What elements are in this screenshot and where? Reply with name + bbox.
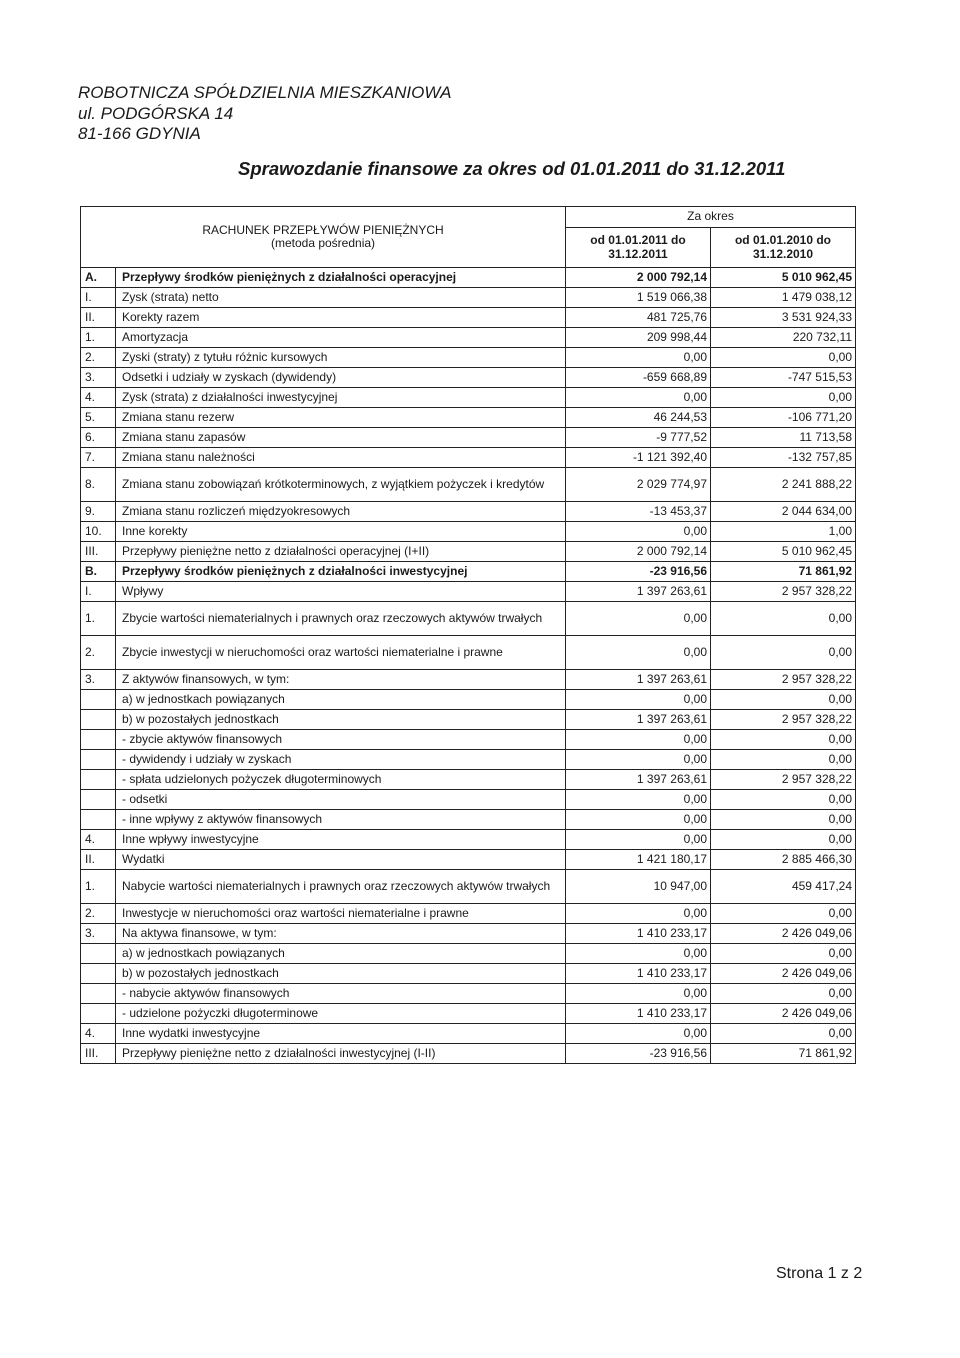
table-row — [81, 388, 856, 408]
row-number: II. — [81, 850, 116, 870]
value-2011: 0,00 — [566, 388, 711, 408]
value-2011: 2 029 774,97 — [566, 468, 711, 502]
table-row — [81, 1024, 856, 1044]
value-2010: 2 957 328,22 — [711, 770, 856, 790]
row-number: III. — [81, 542, 116, 562]
row-label: Zysk (strata) netto — [116, 288, 566, 308]
value-2010: 5 010 962,45 — [711, 268, 856, 288]
row-label: Zyski (straty) z tytułu różnic kursowych — [116, 348, 566, 368]
value-2010: 0,00 — [711, 1024, 856, 1044]
value-2011: 2 000 792,14 — [566, 542, 711, 562]
value-2011: 10 947,00 — [566, 870, 711, 904]
row-number: 3. — [81, 670, 116, 690]
row-label: - spłata udzielonych pożyczek długoterminowych — [116, 770, 566, 790]
table-row — [81, 288, 856, 308]
value-2011: -9 777,52 — [566, 428, 711, 448]
row-label: - dywidendy i udziały w zyskach — [116, 750, 566, 770]
row-label: Zmiana stanu rezerw — [116, 408, 566, 428]
value-2011: 0,00 — [566, 810, 711, 830]
value-2011: 0,00 — [566, 984, 711, 1004]
row-label: Inne korekty — [116, 522, 566, 542]
value-2011: 0,00 — [566, 730, 711, 750]
value-2010: 2 957 328,22 — [711, 582, 856, 602]
table-row — [81, 1044, 856, 1064]
row-label: Zbycie wartości niematerialnych i prawnych oraz rzeczowych aktywów trwałych — [116, 602, 566, 636]
table-row — [81, 670, 856, 690]
row-number: 8. — [81, 468, 116, 502]
value-2010: 2 957 328,22 — [711, 710, 856, 730]
row-number: 4. — [81, 1024, 116, 1044]
value-2010: 2 241 888,22 — [711, 468, 856, 502]
row-number — [81, 810, 116, 830]
row-label: Korekty razem — [116, 308, 566, 328]
value-2011: 1 397 263,61 — [566, 710, 711, 730]
table-heading — [81, 207, 566, 268]
row-label: Wydatki — [116, 850, 566, 870]
table-header-row — [81, 207, 856, 228]
row-label: Zmiana stanu rozliczeń międzyokresowych — [116, 502, 566, 522]
row-number: 1. — [81, 870, 116, 904]
row-number: II. — [81, 308, 116, 328]
row-label: - zbycie aktywów finansowych — [116, 730, 566, 750]
row-number: 3. — [81, 368, 116, 388]
value-2011: 1 397 263,61 — [566, 582, 711, 602]
value-2011: 0,00 — [566, 348, 711, 368]
row-label: Inne wydatki inwestycyjne — [116, 1024, 566, 1044]
row-number: 1. — [81, 602, 116, 636]
table-row — [81, 750, 856, 770]
value-2010: 1 479 038,12 — [711, 288, 856, 308]
row-label: - odsetki — [116, 790, 566, 810]
row-number: 4. — [81, 388, 116, 408]
table-row — [81, 790, 856, 810]
value-2011: -13 453,37 — [566, 502, 711, 522]
row-label: Zmiana stanu należności — [116, 448, 566, 468]
row-label: Inne wpływy inwestycyjne — [116, 830, 566, 850]
value-2011: -1 121 392,40 — [566, 448, 711, 468]
table-row — [81, 502, 856, 522]
value-2010: 0,00 — [711, 730, 856, 750]
table-row — [81, 850, 856, 870]
table-row — [81, 810, 856, 830]
value-2011: 481 725,76 — [566, 308, 711, 328]
value-2010: 71 861,92 — [711, 1044, 856, 1064]
row-label: - udzielone pożyczki długoterminowe — [116, 1004, 566, 1024]
value-2010: 2 426 049,06 — [711, 924, 856, 944]
value-2011: 0,00 — [566, 636, 711, 670]
table-row — [81, 830, 856, 850]
row-label: Na aktywa finansowe, w tym: — [116, 924, 566, 944]
value-2010: 0,00 — [711, 602, 856, 636]
table-row — [81, 268, 856, 288]
row-number: I. — [81, 288, 116, 308]
value-2010: 0,00 — [711, 904, 856, 924]
row-label: a) w jednostkach powiązanych — [116, 690, 566, 710]
table-row — [81, 1004, 856, 1024]
table-row — [81, 522, 856, 542]
row-number — [81, 710, 116, 730]
value-2010: 2 885 466,30 — [711, 850, 856, 870]
value-2010: 71 861,92 — [711, 562, 856, 582]
table-row — [81, 944, 856, 964]
value-2010: 459 417,24 — [711, 870, 856, 904]
row-number — [81, 1004, 116, 1024]
table-row — [81, 770, 856, 790]
org-address-street: ul. PODGÓRSKA 14 — [78, 103, 234, 123]
value-2010: -747 515,53 — [711, 368, 856, 388]
row-number — [81, 964, 116, 984]
table-row — [81, 924, 856, 944]
value-2010: 0,00 — [711, 790, 856, 810]
row-label: b) w pozostałych jednostkach — [116, 964, 566, 984]
row-number: 3. — [81, 924, 116, 944]
value-2010: 0,00 — [711, 750, 856, 770]
value-2010: -106 771,20 — [711, 408, 856, 428]
value-2011: 0,00 — [566, 790, 711, 810]
table-row — [81, 328, 856, 348]
row-label: Przepływy środków pieniężnych z działalności inwestycyjnej — [116, 562, 566, 582]
row-number: 9. — [81, 502, 116, 522]
table-row — [81, 468, 856, 502]
table-heading-method: (metoda pośrednia) — [270, 236, 376, 250]
row-label: Przepływy środków pieniężnych z działalności operacyjnej — [116, 268, 566, 288]
table-row — [81, 448, 856, 468]
row-label: Wpływy — [116, 582, 566, 602]
value-2011: 209 998,44 — [566, 328, 711, 348]
value-2010: 2 426 049,06 — [711, 964, 856, 984]
row-label: Odsetki i udziały w zyskach (dywidendy) — [116, 368, 566, 388]
report-title: Sprawozdanie finansowe za okres od 01.01.2011 do 31.12.2011 — [238, 158, 786, 179]
row-label: Amortyzacja — [116, 328, 566, 348]
value-2010: 0,00 — [711, 690, 856, 710]
row-number — [81, 690, 116, 710]
value-2010: 0,00 — [711, 348, 856, 368]
row-label: - inne wpływy z aktywów finansowych — [116, 810, 566, 830]
table-row — [81, 428, 856, 448]
row-number — [81, 730, 116, 750]
row-label: Przepływy pieniężne netto z działalności operacyjnej (I+II) — [116, 542, 566, 562]
value-2011: 0,00 — [566, 944, 711, 964]
table-row — [81, 582, 856, 602]
row-number: 5. — [81, 408, 116, 428]
table-row — [81, 408, 856, 428]
value-2010: 2 044 634,00 — [711, 502, 856, 522]
row-number: III. — [81, 1044, 116, 1064]
row-number: 2. — [81, 348, 116, 368]
value-2010: 5 010 962,45 — [711, 542, 856, 562]
row-label: Nabycie wartości niematerialnych i prawnych oraz rzeczowych aktywów trwałych — [116, 870, 566, 904]
row-number: 2. — [81, 636, 116, 670]
row-number: I. — [81, 582, 116, 602]
row-number — [81, 750, 116, 770]
value-2011: 0,00 — [566, 602, 711, 636]
row-label: Przepływy pieniężne netto z działalności inwestycyjnej (I-II) — [116, 1044, 566, 1064]
table-row — [81, 904, 856, 924]
row-number — [81, 944, 116, 964]
table-heading-title: RACHUNEK PRZEPŁYWÓW PIENIĘŻNYCH — [202, 222, 444, 237]
value-2011: 46 244,53 — [566, 408, 711, 428]
row-label: b) w pozostałych jednostkach — [116, 710, 566, 730]
row-number: 6. — [81, 428, 116, 448]
table-row — [81, 964, 856, 984]
value-2011: 1 410 233,17 — [566, 924, 711, 944]
row-number — [81, 770, 116, 790]
value-2011: 1 421 180,17 — [566, 850, 711, 870]
row-number — [81, 984, 116, 1004]
org-name: ROBOTNICZA SPÓŁDZIELNIA MIESZKANIOWA — [78, 83, 452, 102]
table-row — [81, 348, 856, 368]
row-label: - nabycie aktywów finansowych — [116, 984, 566, 1004]
value-2010: 0,00 — [711, 810, 856, 830]
table-row — [81, 308, 856, 328]
organization-header — [78, 83, 451, 145]
period-group-header: Za okres — [566, 207, 856, 228]
value-2011: 0,00 — [566, 690, 711, 710]
value-2011: 0,00 — [566, 522, 711, 542]
value-2011: 1 410 233,17 — [566, 964, 711, 984]
row-label: Inwestycje w nieruchomości oraz wartości niematerialne i prawne — [116, 904, 566, 924]
table-row — [81, 542, 856, 562]
org-address-city: 81-166 GDYNIA — [78, 124, 201, 143]
value-2010: 0,00 — [711, 830, 856, 850]
value-2010: -132 757,85 — [711, 448, 856, 468]
row-number — [81, 790, 116, 810]
value-2011: 0,00 — [566, 1024, 711, 1044]
value-2010: 11 713,58 — [711, 428, 856, 448]
value-2011: 0,00 — [566, 750, 711, 770]
value-2011: 1 397 263,61 — [566, 770, 711, 790]
row-number: 2. — [81, 904, 116, 924]
value-2011: -23 916,56 — [566, 1044, 711, 1064]
value-2010: 1,00 — [711, 522, 856, 542]
value-2011: 0,00 — [566, 904, 711, 924]
table-row — [81, 602, 856, 636]
table-row — [81, 562, 856, 582]
value-2011: 2 000 792,14 — [566, 268, 711, 288]
value-2011: 0,00 — [566, 830, 711, 850]
value-2011: 1 397 263,61 — [566, 670, 711, 690]
row-label: Zysk (strata) z działalności inwestycyjnej — [116, 388, 566, 408]
value-2010: 0,00 — [711, 944, 856, 964]
row-label: Zmiana stanu zapasów — [116, 428, 566, 448]
period-2011-header: od 01.01.2011 do 31.12.2011 — [566, 228, 711, 268]
value-2011: -659 668,89 — [566, 368, 711, 388]
period-2010-header: od 01.01.2010 do 31.12.2010 — [711, 228, 856, 268]
row-label: Zbycie inwestycji w nieruchomości oraz wartości niematerialne i prawne — [116, 636, 566, 670]
table-row — [81, 636, 856, 670]
value-2010: 220 732,11 — [711, 328, 856, 348]
table-row — [81, 984, 856, 1004]
row-number: 7. — [81, 448, 116, 468]
value-2010: 3 531 924,33 — [711, 308, 856, 328]
value-2011: 1 410 233,17 — [566, 1004, 711, 1024]
table-row — [81, 730, 856, 750]
value-2010: 2 426 049,06 — [711, 1004, 856, 1024]
table-row — [81, 690, 856, 710]
page-number: Strona 1 z 2 — [776, 1265, 863, 1282]
table-row — [81, 710, 856, 730]
value-2010: 0,00 — [711, 388, 856, 408]
row-number: 4. — [81, 830, 116, 850]
table-row — [81, 368, 856, 388]
row-label: Z aktywów finansowych, w tym: — [116, 670, 566, 690]
row-number: 1. — [81, 328, 116, 348]
row-number: B. — [81, 562, 116, 582]
value-2011: -23 916,56 — [566, 562, 711, 582]
value-2011: 1 519 066,38 — [566, 288, 711, 308]
row-number: A. — [81, 268, 116, 288]
value-2010: 2 957 328,22 — [711, 670, 856, 690]
table-row — [81, 870, 856, 904]
row-label: Zmiana stanu zobowiązań krótkoterminowych, z wyjątkiem pożyczek i kredytów — [116, 468, 566, 502]
value-2010: 0,00 — [711, 984, 856, 1004]
value-2010: 0,00 — [711, 636, 856, 670]
row-number: 10. — [81, 522, 116, 542]
row-label: a) w jednostkach powiązanych — [116, 944, 566, 964]
cash-flow-table — [80, 206, 856, 1064]
